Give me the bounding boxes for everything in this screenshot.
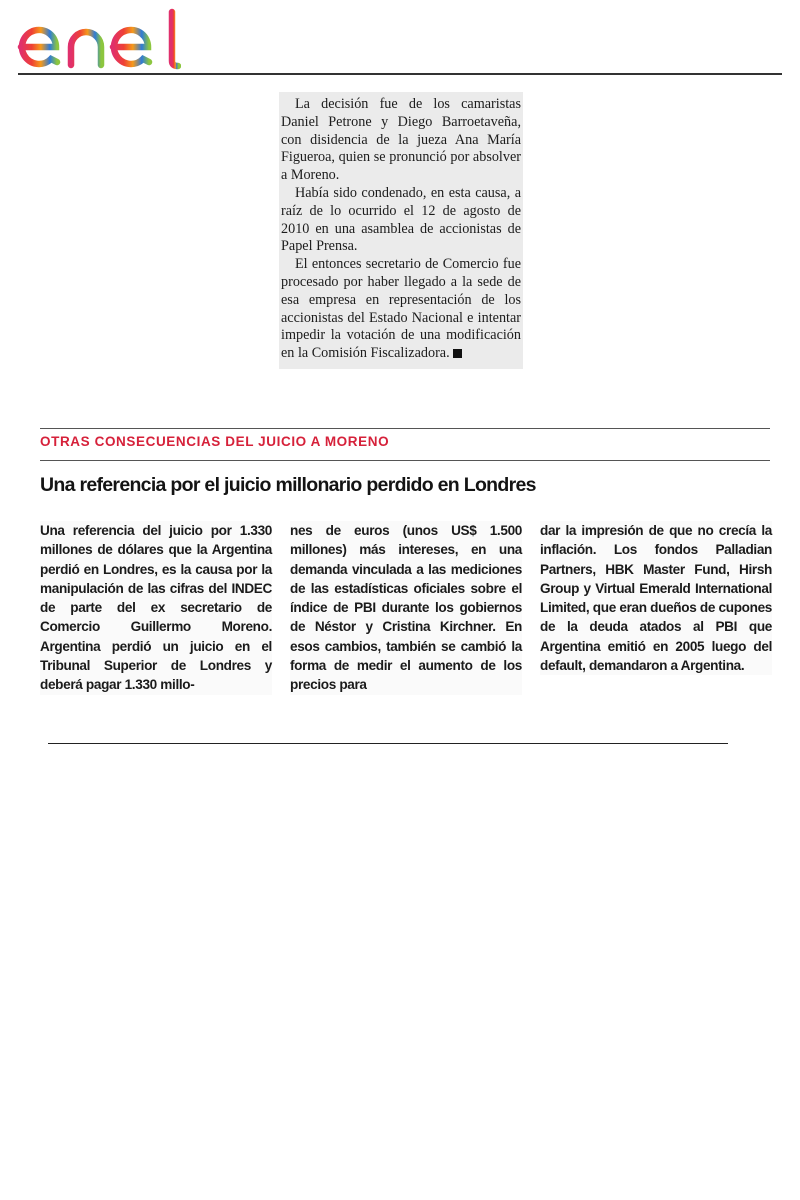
end-of-article-mark bbox=[453, 349, 462, 358]
clipping-paragraph: La decisión fue de los camaristas Daniel Petrone y Diego Barroetaveña, con disidencia de la jueza Ana María Figueroa, quien se pronunció por absolver a Moreno. bbox=[281, 96, 521, 184]
section-rule-bottom bbox=[40, 460, 770, 461]
article-clipping bbox=[279, 92, 523, 369]
footer-divider bbox=[48, 743, 728, 744]
clipping-paragraph: Había sido condenado, en esta causa, a raíz de lo ocurrido el 12 de agosto de 2010 en una asamblea de accionistas de Papel Prensa. bbox=[281, 184, 521, 255]
section-rule-top bbox=[40, 428, 770, 429]
related-column-2: nes de euros (unos US$ 1.500 millones) más intereses, en una demanda vinculada a las mediciones de las estadísticas oficiales sobre el índice de PBI durante los gobiernos de Néstor y Cristina Kirchner. En esos cambios, también se cambió la forma de medir el aumento de los precios para bbox=[290, 521, 522, 695]
related-column-1: Una referencia del juicio por 1.330 millones de dólares que la Argentina perdió en Londres, es la causa por la manipulación de las cifras del INDEC de parte del ex secretario de Comercio Guillermo Moreno. Argentina perdió un juicio en el Tribunal Superior de Londres y deberá pagar 1.330 millo- bbox=[40, 521, 272, 695]
clipping-paragraph-text: El entonces secretario de Comercio fue procesado por haber llegado a la sede de esa empresa en representación de los accionistas del Estado Nacional e intentar impedir la votación de una modificación en la Comisión Fiscalizadora. bbox=[281, 256, 521, 362]
enel-logo bbox=[16, 6, 181, 70]
header-divider bbox=[18, 73, 782, 75]
section-label: OTRAS CONSECUENCIAS DEL JUICIO A MORENO bbox=[40, 434, 390, 449]
related-headline: Una referencia por el juicio millonario perdido en Londres bbox=[40, 474, 536, 496]
related-column-3: dar la impresión de que no crecía la inflación. Los fondos Palladian Partners, HBK Master Fund, Hirsh Group y Virtual Emerald International Limited, que eran dueños de cupones de la deuda atados al PBI que Argentina emitió en 2005 luego del default, demandaron a Argentina. bbox=[540, 521, 772, 675]
clipping-paragraph bbox=[281, 256, 521, 363]
